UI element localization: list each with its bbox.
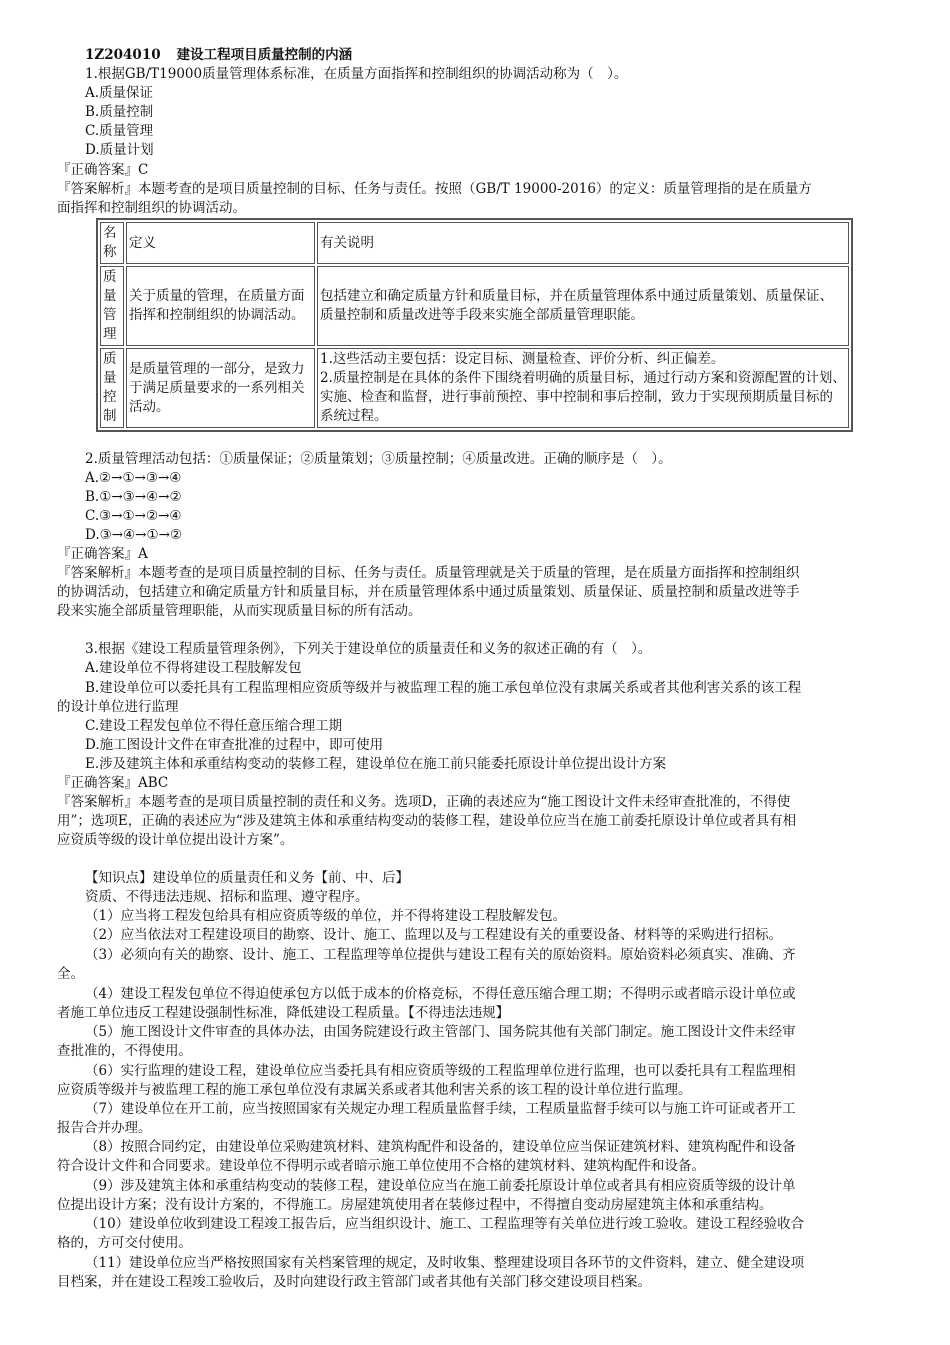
q3-option-a: A.建设单位不得将建设工程肢解发包 [85,660,302,676]
q2-answer: 『正确答案』A [57,546,148,562]
knowledge-item: （7）建设单位在开工前，应当按照国家有关规定办理工程质量监督手续，工程质量监督手续可以与施工许可证或者开工 [85,1101,796,1117]
q2-stem: 2.质量管理活动包括：①质量保证；②质量策划；③质量控制；④质量改进。正确的顺序是（ ）。 [85,451,672,467]
row2-description-1: 1.这些活动主要包括：设定目标、测量检查、评价分析、纠正偏差。 [320,351,725,367]
knowledge-item: （3）必须向有关的勘察、设计、施工、工程监理等单位提供与建设工程有关的原始资料。原始资料必须真实、准确、齐 [85,947,796,963]
q2-option-c: C.③→①→②→④ [85,508,182,524]
row1-definition: 关于质量的管理，在质量方面指挥和控制组织的协调活动。 [126,266,315,346]
knowledge-item: （8）按照合同约定，由建设单位采购建筑材料、建筑构配件和设备的，建设单位应当保证建筑材料、建筑构配件和设备 [85,1139,796,1155]
q3-option-c: C.建设工程发包单位不得任意压缩合理工期 [85,718,343,734]
row2-name: 质量控制 [100,348,124,428]
table-row [100,266,849,346]
knowledge-item-cont: 报告合并办理。 [57,1120,152,1136]
table-header-row [100,222,849,264]
q3-option-b-line1: B.建设单位可以委托具有工程监理相应资质等级并与被监理工程的施工承包单位没有隶属关系或者其他利害关系的该工程 [85,680,802,696]
q3-stem: 3.根据《建设工程质量管理条例》，下列关于建设单位的质量责任和义务的叙述正确的有（ ）。 [85,641,652,657]
knowledge-summary: 资质、不得违法违规、招标和监理、遵守程序。 [85,889,369,905]
q3-analysis-line3: 应资质等级的设计单位提出设计方案”。 [57,832,294,848]
header-definition: 定义 [126,222,315,264]
knowledge-item-cont: 位提出设计方案；没有设计方案的，不得施工。房屋建筑使用者在装修过程中，不得擅自变动房屋建筑主体和承重结构。 [57,1197,773,1213]
knowledge-item: （5）施工图设计文件审查的具体办法，由国务院建设行政主管部门、国务院其他有关部门制定。施工图设计文件未经审 [85,1024,796,1040]
knowledge-item: （4）建设工程发包单位不得迫使承包方以低于成本的价格竞标，不得任意压缩合理工期；不得明示或者暗示设计单位或 [85,986,796,1002]
table-row [100,348,849,428]
row1-name: 质量管理 [100,266,124,346]
q1-stem: 1.根据GB/T19000质量管理体系标准，在质量方面指挥和控制组织的协调活动称为（ ）。 [85,66,628,82]
q2-option-a: A.②→①→③→④ [85,470,182,486]
q3-option-b-line2: 的设计单位进行监理 [57,699,179,715]
q3-answer: 『正确答案』ABC [57,775,169,791]
q1-answer: 『正确答案』C [57,162,149,178]
q1-option-b: B.质量控制 [85,104,154,120]
knowledge-item-cont: 者施工单位违反工程建设强制性标准，降低建设工程质量。【不得违法违规】 [57,1005,510,1021]
knowledge-item-cont: 全。 [57,966,84,982]
q2-analysis-line1: 『答案解析』本题考查的是项目质量控制的目标、任务与责任。质量管理就是关于质量的管理，是在质量方面指挥和控制组织 [57,565,800,581]
q1-analysis-line2: 面指挥和控制组织的协调活动。 [57,200,246,216]
q2-option-b: B.①→③→④→② [85,489,182,505]
knowledge-item: （10）建设单位收到建设工程竣工报告后，应当组织设计、施工、工程监理等有关单位进行竣工验收。建设工程经验收合 [85,1216,805,1232]
row2-description-2: 2.质量控制是在具体的条件下围绕着明确的质量目标，通过行动方案和资源配置的计划、实施、检查和监督，进行事前预控、事中控制和事后控制，致力于实现预期质量目标的系统过程。 [320,370,846,424]
knowledge-item: （9）涉及建筑主体和承重结构变动的装修工程，建设单位应当在施工前委托原设计单位或者具有相应资质等级的设计单 [85,1178,796,1194]
header-name: 名称 [100,222,124,264]
row2-definition: 是质量管理的一部分，是致力于满足质量要求的一系列相关活动。 [126,348,315,428]
q1-option-a: A.质量保证 [85,85,154,101]
knowledge-item: （1）应当将工程发包给具有相应资质等级的单位，并不得将建设工程肢解发包。 [85,908,567,924]
knowledge-item-cont: 目档案，并在建设工程竣工验收后，及时向建设行政主管部门或者其他有关部门移交建设项目档案。 [57,1274,651,1290]
q3-analysis-line1: 『答案解析』本题考查的是项目质量控制的责任和义务。选项D，正确的表述应为“施工图设计文件未经审查批准的，不得使 [57,794,791,810]
q1-option-d: D.质量计划 [85,142,154,158]
knowledge-item-cont: 应资质等级并与被监理工程的施工承包单位没有隶属关系或者其他利害关系的该工程的设计单位进行监理。 [57,1082,692,1098]
section-heading [85,46,352,65]
q2-analysis-line2: 的协调活动，包括建立和确定质量方针和质量目标，并在质量管理体系中通过质量策划、质量保证、质量控制和质量改进等手 [57,584,800,600]
header-description: 有关说明 [317,222,849,264]
row1-description: 包括建立和确定质量方针和质量目标，并在质量管理体系中通过质量策划、质量保证、质量控制和质量改进等手段来实施全部质量管理职能。 [317,266,849,346]
knowledge-item: （2）应当依法对工程建设项目的勘察、设计、施工、监理以及与工程建设有关的重要设备、材料等的采购进行招标。 [85,927,783,943]
knowledge-item-cont: 查批准的，不得使用。 [57,1043,192,1059]
knowledge-item-cont: 格的，方可交付使用。 [57,1235,192,1251]
knowledge-item-cont: 符合设计文件和合同要求。建设单位不得明示或者暗示施工单位使用不合格的建筑材料、建筑构配件和设备。 [57,1158,705,1174]
knowledge-title: 【知识点】建设单位的质量责任和义务【前、中、后】 [85,870,409,886]
q1-analysis-line1: 『答案解析』本题考查的是项目质量控制的目标、任务与责任。按照（GB/T 19000-2016）的定义：质量管理指的是在质量方 [57,181,812,197]
knowledge-item: （6）实行监理的建设工程，建设单位应当委托具有相应资质等级的工程监理单位进行监理，也可以委托具有工程监理相 [85,1063,796,1079]
section-title: 建设工程项目质量控制的内涵 [176,47,353,63]
q3-option-d: D.施工图设计文件在审查批准的过程中，即可使用 [85,737,384,753]
q2-option-d: D.③→④→①→② [85,527,182,543]
section-code: 1Z204010 [85,47,161,63]
q1-option-c: C.质量管理 [85,123,154,139]
row2-description [317,348,849,428]
q3-analysis-line2: 用”；选项E，正确的表述应为“涉及建筑主体和承重结构变动的装修工程，建设单位应当在施工前委托原设计单位或者具有相 [57,813,797,829]
q3-option-e: E.涉及建筑主体和承重结构变动的装修工程，建设单位在施工前只能委托原设计单位提出设计方案 [85,756,667,772]
q2-analysis-line3: 段来实施全部质量管理职能，从而实现质量目标的所有活动。 [57,603,422,619]
definition-table [96,218,853,432]
knowledge-item: （11）建设单位应当严格按照国家有关档案管理的规定，及时收集、整理建设项目各环节的文件资料，建立、健全建设项 [85,1255,805,1271]
